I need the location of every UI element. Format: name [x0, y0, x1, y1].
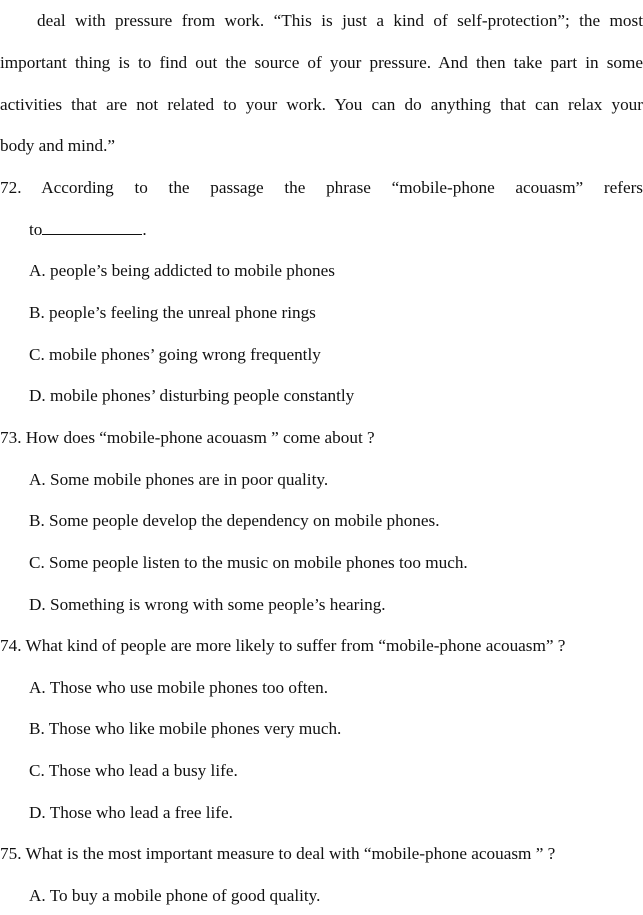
question-73-option-c: C. Some people listen to the music on mobile phones too much.: [29, 553, 468, 572]
question-72-stem-prefix: to: [29, 220, 43, 239]
question-74-stem: 74. What kind of people are more likely to suffer from “mobile-phone acouasm” ?: [0, 636, 566, 655]
question-74-option-b: B. Those who like mobile phones very much.: [29, 719, 342, 738]
passage-line-3: activities that are not related to your work. You can do anything that can relax your: [0, 95, 643, 114]
question-72-option-c: C. mobile phones’ going wrong frequently: [29, 345, 321, 364]
question-72-stem: 72. According to the passage the phrase “mobile-phone acouasm” refers: [0, 178, 643, 197]
question-73-option-d: D. Something is wrong with some people’s hearing.: [29, 595, 386, 614]
question-75-stem: 75. What is the most important measure to deal with “mobile-phone acouasm ” ?: [0, 844, 556, 863]
passage-line-1: deal with pressure from work. “This is just a kind of self-protection”; the most: [37, 11, 643, 30]
passage-line-4: body and mind.”: [0, 136, 116, 155]
question-72-option-a: A. people’s being addicted to mobile phones: [29, 261, 335, 280]
question-73-option-b: B. Some people develop the dependency on mobile phones.: [29, 511, 440, 530]
question-72-option-d: D. mobile phones’ disturbing people constantly: [29, 386, 355, 405]
question-73-stem: 73. How does “mobile-phone acouasm ” come about ?: [0, 428, 375, 447]
question-74-option-a: A. Those who use mobile phones too often.: [29, 678, 328, 697]
passage-line-2: important thing is to find out the source of your pressure. And then take part in some: [0, 53, 643, 72]
question-74-option-c: C. Those who lead a busy life.: [29, 761, 238, 780]
question-75-option-a: A. To buy a mobile phone of good quality.: [29, 886, 321, 905]
question-72-stem-continued: [29, 219, 147, 241]
question-72-option-b: B. people’s feeling the unreal phone rings: [29, 303, 316, 322]
question-73-option-a: A. Some mobile phones are in poor quality.: [29, 470, 329, 489]
question-74-option-d: D. Those who lead a free life.: [29, 803, 233, 822]
question-72-stem-suffix: .: [142, 220, 147, 239]
answer-blank: [42, 220, 142, 235]
